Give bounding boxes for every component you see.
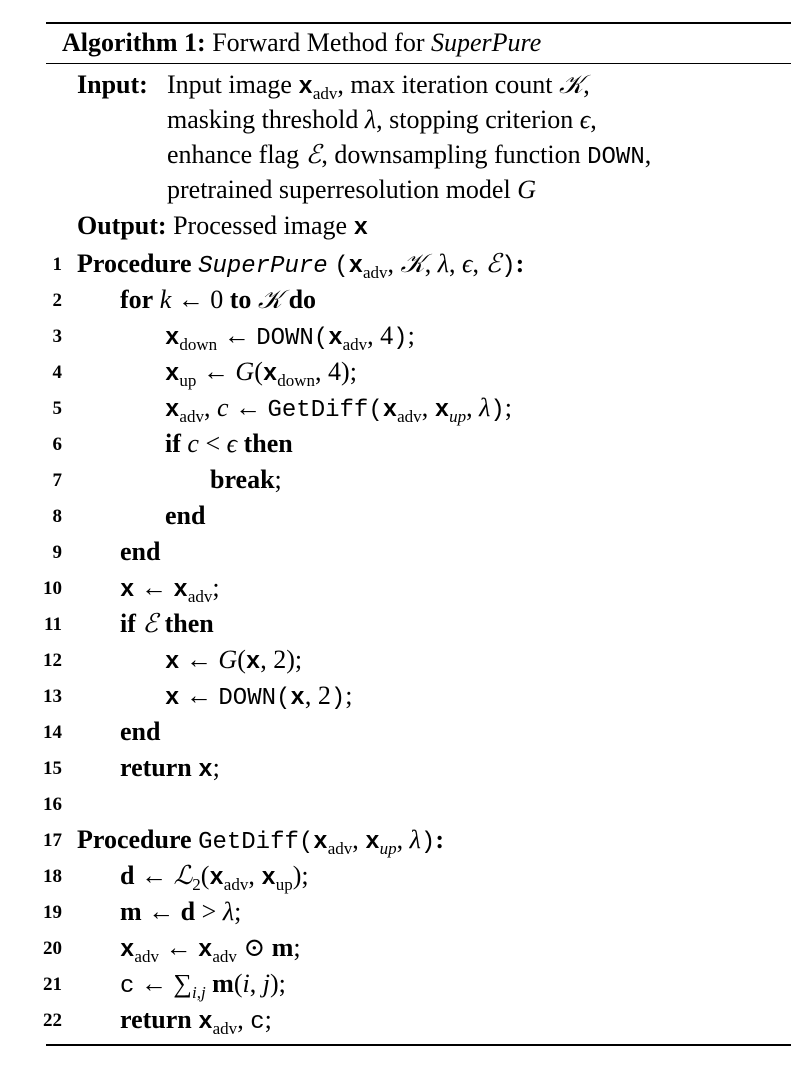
algo-line-9 [0, 534, 791, 570]
line-number: 9 [52, 542, 62, 563]
line-code: x ← DOWN(x, 2); [165, 681, 353, 712]
algo-line-16 [0, 786, 791, 822]
algo-line-21 [0, 966, 791, 1002]
line-code: $x_{adv}$, c ← $GetDiff(x_{adv}$, $x_{up}$, λ); [165, 393, 512, 426]
input-line-2: masking threshold λ, stopping criterion ϵ, [167, 105, 597, 134]
algo-line-2 [0, 282, 791, 318]
line-code: return x; [120, 753, 220, 784]
line-number: 20 [43, 938, 62, 959]
line-code: m ← d > λ; [120, 897, 242, 926]
output-label: Output: [77, 211, 167, 240]
algo-line-10 [0, 570, 791, 606]
algo-line-7 [0, 462, 791, 498]
output-row [77, 209, 368, 246]
algo-line-14 [0, 714, 791, 750]
line-number: 4 [52, 362, 62, 383]
line-number: 6 [52, 434, 62, 455]
input-label: Input: [77, 70, 148, 99]
caption-rule [46, 63, 791, 64]
line-code: if c < ϵ then [165, 429, 293, 458]
line-number: 2 [52, 290, 62, 311]
algo-line-18 [0, 858, 791, 894]
caption-text: Forward Method for [212, 28, 431, 57]
bottom-rule [46, 1044, 791, 1046]
algo-line-12 [0, 642, 791, 678]
line-number: 18 [43, 866, 62, 887]
caption-name: SuperPure [431, 28, 542, 57]
line-number: 1 [52, 254, 62, 275]
line-code: $x_{up}$ ← $G(x_{down}$, 4); [165, 357, 357, 390]
algo-line-22 [0, 1002, 791, 1038]
caption-label: Algorithm 1: [62, 28, 206, 57]
line-number: 11 [44, 614, 62, 635]
line-code: d ← $ℒ_2(x_{adv}$, $x_{up}$); [120, 861, 309, 894]
line-number: 8 [52, 506, 62, 527]
output-text: Processed image x [173, 211, 368, 242]
line-code: Procedure SuperPure ($x_{adv}$, 𝒦, λ, ϵ, ℰ): [77, 249, 525, 282]
line-code: x ← G(x, 2); [165, 645, 303, 676]
line-code: x ← $x_{adv}$; [120, 573, 220, 606]
algorithm-caption [62, 27, 541, 59]
line-code: end [120, 717, 161, 746]
algo-line-11 [0, 606, 791, 642]
line-code: $x_{adv}$ ← $x_{adv}$ ⊙ m; [120, 933, 301, 966]
line-code: for k ← 0 to 𝒦 do [120, 285, 317, 315]
line-code: Procedure $GetDiff(x_{adv}$, $x_{up}$, λ): [77, 825, 444, 858]
line-number: 14 [43, 722, 62, 743]
input-row [77, 68, 590, 103]
algo-line-4 [0, 354, 791, 390]
input-line-4: pretrained superresolution model G [167, 175, 536, 204]
line-number: 17 [43, 830, 62, 851]
line-code: $x_{down}$ ← $DOWN(x_{adv}$, 4); [165, 321, 415, 354]
line-code: end [120, 537, 161, 566]
algo-line-5 [0, 390, 791, 426]
line-number: 13 [43, 686, 62, 707]
algo-line-17 [0, 822, 791, 858]
algo-line-3 [0, 318, 791, 354]
line-number: 3 [52, 326, 62, 347]
line-number: 15 [43, 758, 62, 779]
algo-line-19 [0, 894, 791, 930]
line-number: 22 [43, 1010, 62, 1031]
line-code: c ← $\sum_{i,j}$ m(i, j); [120, 969, 286, 1002]
algo-line-6 [0, 426, 791, 462]
line-code: break; [210, 465, 282, 494]
algo-line-20 [0, 930, 791, 966]
line-number: 5 [52, 398, 62, 419]
line-number: 21 [43, 974, 62, 995]
input-line-1: Input image $x_{adv}$, max iteration count 𝒦, [167, 70, 590, 103]
algo-line-1 [0, 246, 791, 282]
line-number: 7 [52, 470, 62, 491]
line-number: 10 [43, 578, 62, 599]
algo-line-13 [0, 678, 791, 714]
algo-line-8 [0, 498, 791, 534]
line-number: 19 [43, 902, 62, 923]
top-rule [46, 22, 791, 24]
line-code: return $x_{adv}$, c; [120, 1005, 272, 1038]
line-code: if ℰ then [120, 609, 214, 639]
line-code: end [165, 501, 206, 530]
input-line-3: enhance flag ℰ, downsampling function DOWN, [167, 140, 652, 171]
line-number: 12 [43, 650, 62, 671]
line-number: 16 [43, 794, 62, 815]
algo-line-15 [0, 750, 791, 786]
